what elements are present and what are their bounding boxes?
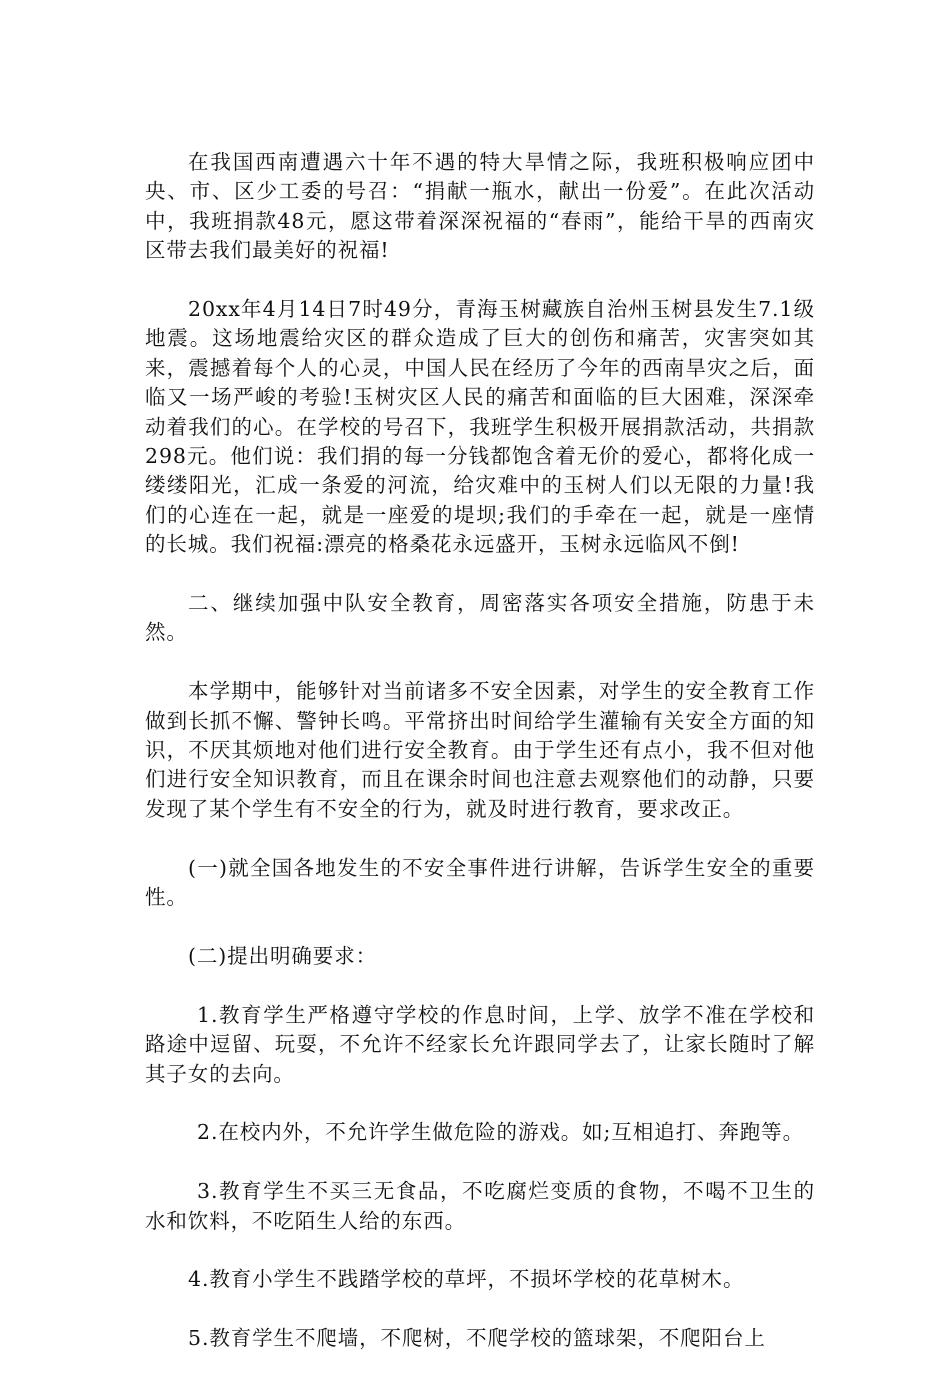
section-heading-safety-education: 二、继续加强中队安全教育，周密落实各项安全措施，防患于未然。 <box>145 591 815 645</box>
list-item-1: 1.教育学生严格遵守学校的作息时间，上学、放学不准在学校和路途中逗留、玩耍，不允许不经家长允许跟同学去了，让家长随时了解其子女的去向。 <box>145 1002 815 1086</box>
list-item-4: 4.教育小学生不践踏学校的草坪，不损坏学校的花草树木。 <box>188 1267 745 1292</box>
paragraph-drought-donation: 在我国西南遭遇六十年不遇的特大旱情之际，我班积极响应团中央、市、区少工委的号召：“捐献一瓶水，献出一份爱”。在此次活动中，我班捐款48元，愿这带着深深祝福的“春雨”，能给干旱的西南灾区带去我们最美好的祝福! <box>145 150 815 263</box>
list-item-3: 3.教育学生不买三无食品，不吃腐烂变质的食物，不喝不卫生的水和饮料，不吃陌生人给的东西。 <box>145 1179 815 1233</box>
list-item-2: 2.在校内外，不允许学生做危险的游戏。如;互相追打、奔跑等。 <box>197 1120 804 1145</box>
subsection-one: (一)就全国各地发生的不安全事件进行讲解，告诉学生安全的重要性。 <box>145 855 815 910</box>
list-item-5: 5.教育学生不爬墙，不爬树，不爬学校的篮球架，不爬阳台上 <box>188 1326 766 1351</box>
paragraph-safety-overview: 本学期中，能够针对当前诸多不安全因素，对学生的安全教育工作做到长抓不懈、警钟长鸣。平常挤出时间给学生灌输有关安全方面的知识，不厌其烦地对他们进行安全教育。由于学生还有点小，我不但对他们进行安全知识教育，而且在课余时间也注意去观察他们的动静，只要发现了某个学生有不安全的行为，就及时进行教育，要求改正。 <box>145 679 815 821</box>
document-body <box>145 148 815 1383</box>
subsection-two: (二)提出明确要求： <box>188 943 377 968</box>
paragraph-yushu-earthquake: 20xx年4月14日7时49分，青海玉树藏族自治州玉树县发生7.1级地震。这场地震给灾区的群众造成了巨大的创伤和痛苦，灾害突如其来，震撼着每个人的心灵，中国人民在经历了今年的西南旱灾之后，面临又一场严峻的考验!玉树灾区人民的痛苦和面临的巨大困难，深深牵动着我们的心。在学校的号召下，我班学生积极开展捐款活动，共捐款298元。他们说：我们捐的每一分钱都饱含着无价的爱心，都将化成一缕缕阳光，汇成一条爱的河流，给灾难中的玉树人们以无限的力量!我们的心连在一起，就是一座爱的堤坝;我们的手牵在一起，就是一座情的长城。我们祝福:漂亮的格桑花永远盛开，玉树永远临风不倒! <box>145 297 815 557</box>
